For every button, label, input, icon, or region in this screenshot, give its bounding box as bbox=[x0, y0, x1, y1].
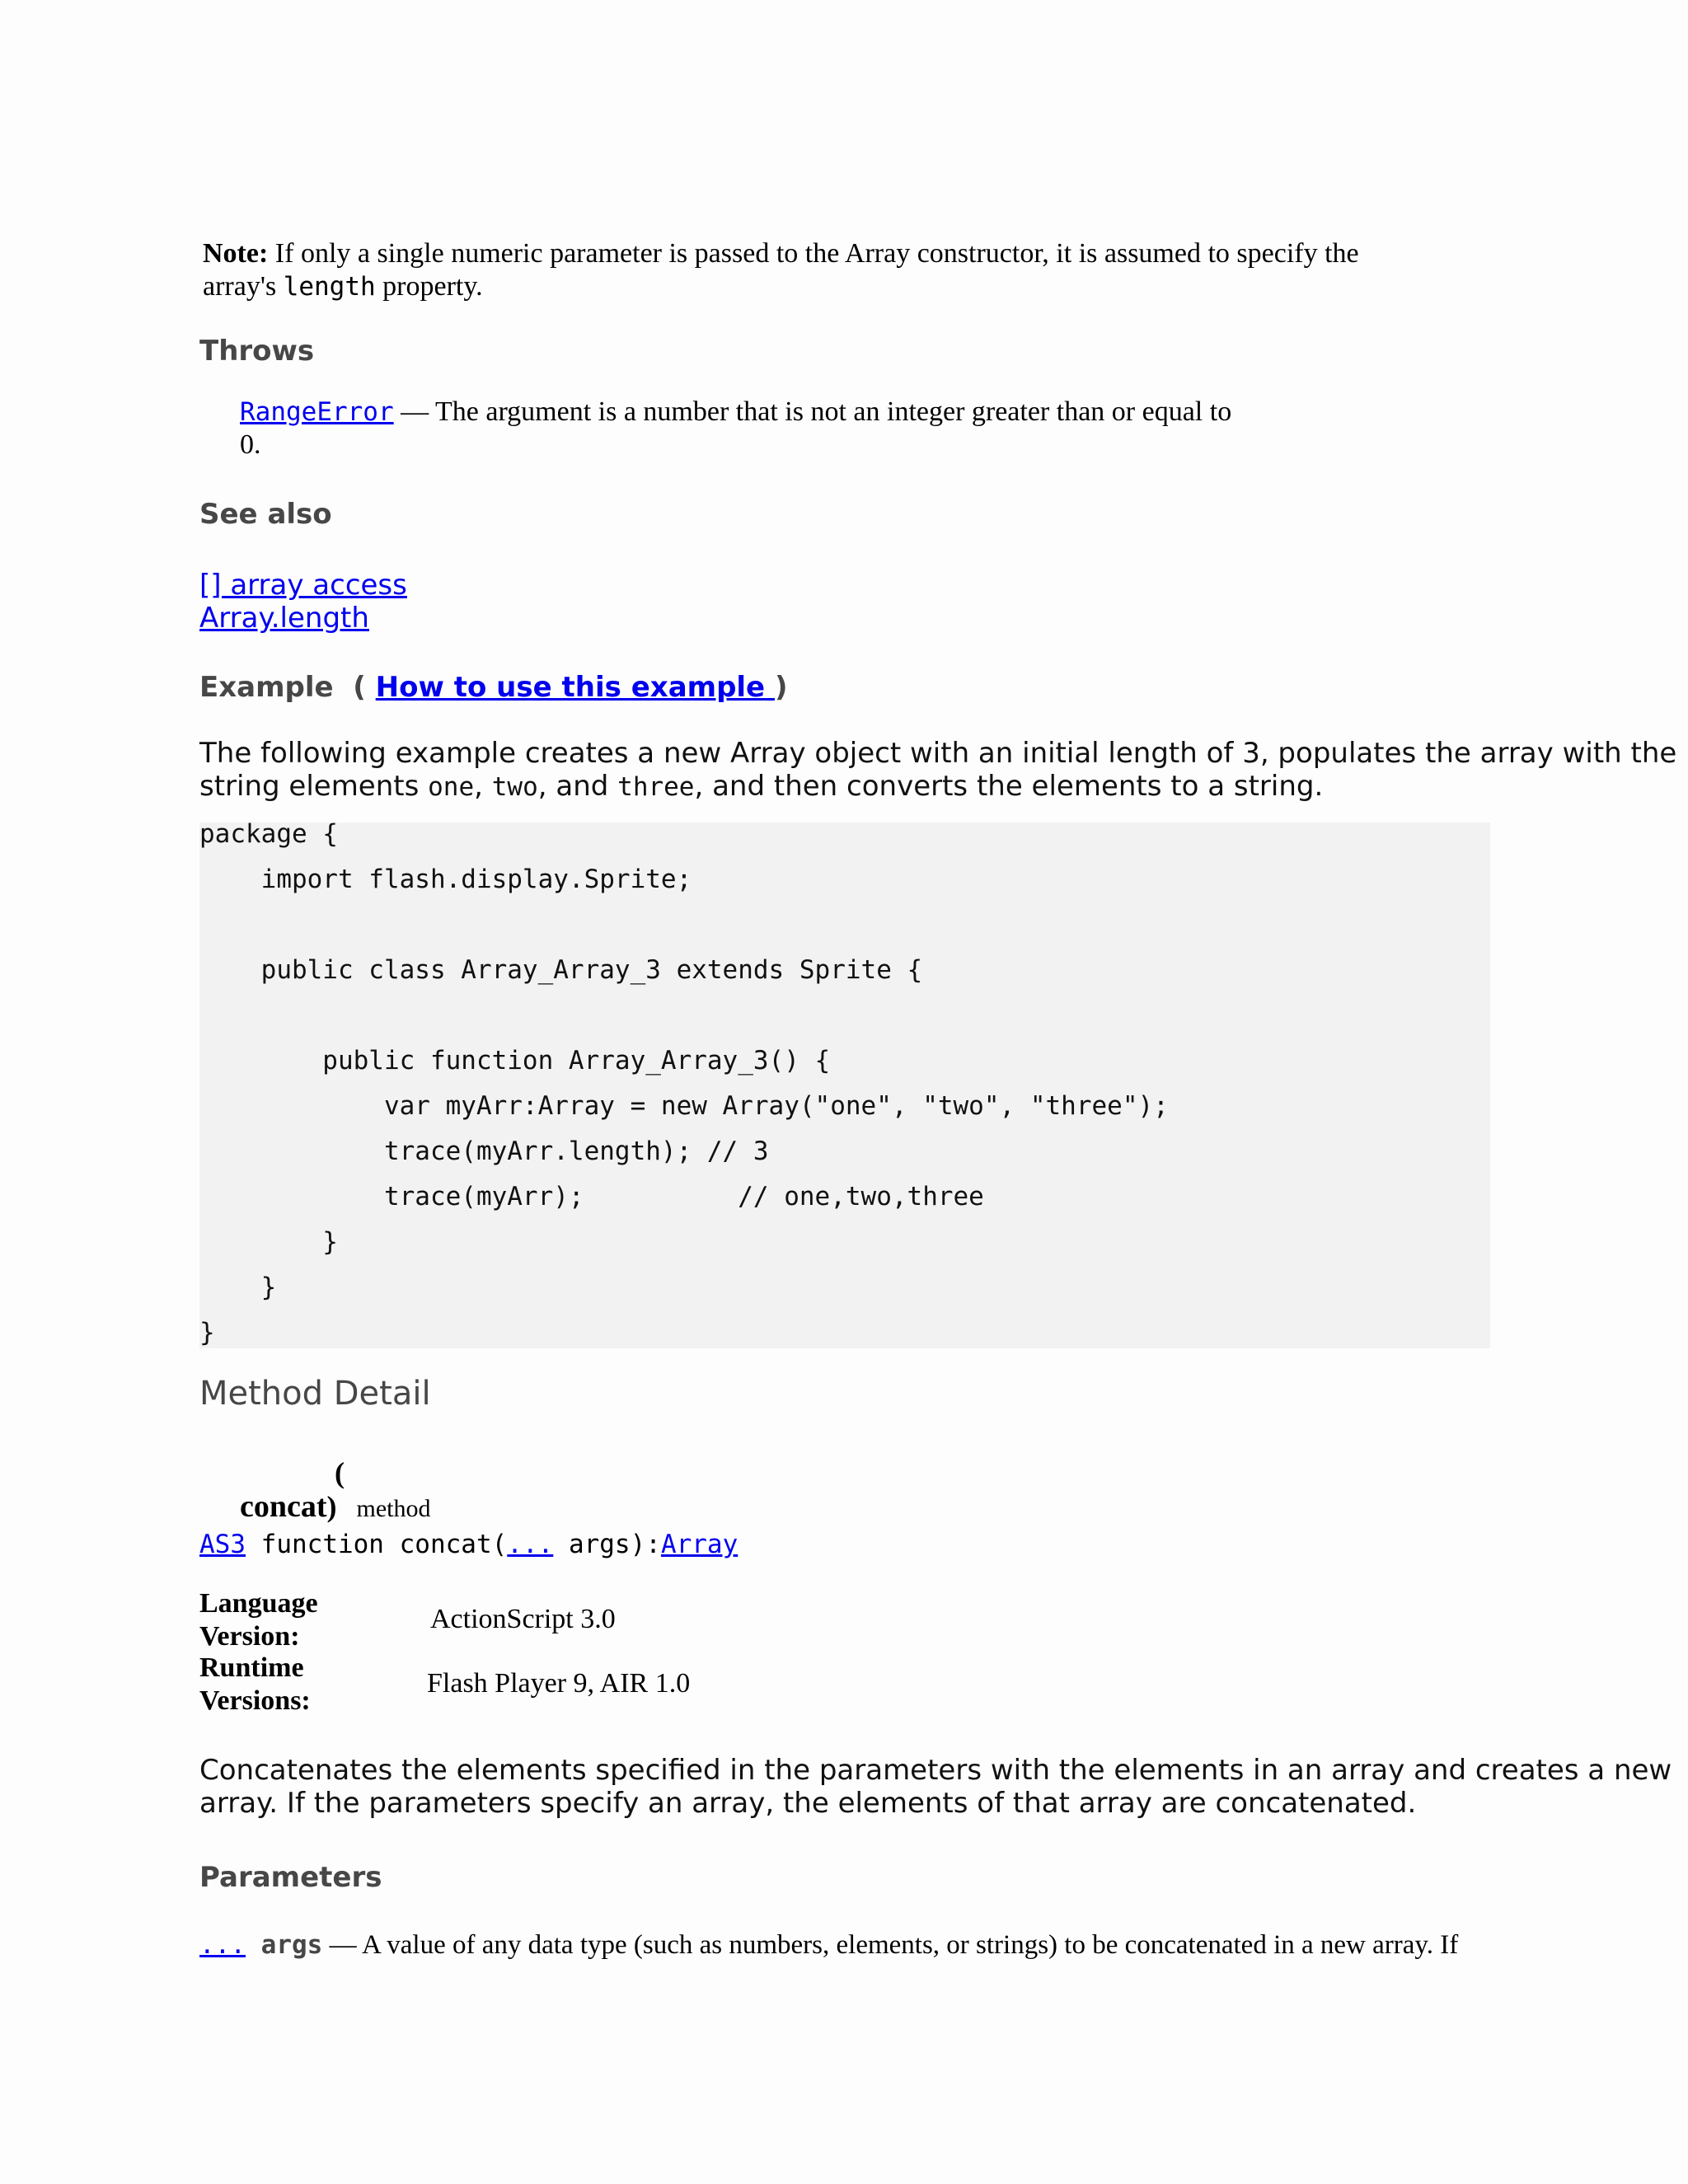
method-detail-heading: Method Detail bbox=[199, 1375, 431, 1413]
rest-param-link[interactable]: ... bbox=[507, 1530, 554, 1559]
code-line: public class Array_Array_3 extends Sprite { bbox=[199, 955, 923, 985]
code-line: } bbox=[199, 1227, 338, 1257]
note-paragraph bbox=[203, 237, 1359, 303]
array-type-link[interactable]: Array bbox=[660, 1530, 738, 1559]
how-to-use-example-link[interactable]: How to use this example bbox=[375, 671, 775, 704]
parameter-item bbox=[199, 1930, 1458, 1961]
code-line: var myArr:Array = new Array("one", "two", "three"); bbox=[199, 1091, 1169, 1121]
code-line: } bbox=[199, 1318, 215, 1347]
throws-heading: Throws bbox=[199, 335, 315, 368]
note-label: Note: bbox=[203, 238, 269, 269]
code-line: trace(myArr.length); // 3 bbox=[199, 1137, 769, 1166]
parameters-heading: Parameters bbox=[199, 1861, 382, 1894]
rangeerror-link[interactable]: RangeError bbox=[240, 397, 394, 427]
example-heading: Example ( How to use this example ) bbox=[199, 671, 788, 704]
see-also-heading: See also bbox=[199, 498, 332, 531]
throws-desc-2: 0. bbox=[240, 429, 261, 460]
code-line: trace(myArr); // one,two,three bbox=[199, 1182, 984, 1212]
method-tag: method bbox=[356, 1495, 431, 1522]
array-access-link[interactable]: [] array access bbox=[199, 569, 407, 602]
language-version-value: ActionScript 3.0 bbox=[430, 1604, 616, 1634]
example-description: The following example creates a new Array object with an initial length of 3, populates the array with the string elements one, two, and three, and then converts the elements to a string. bbox=[199, 737, 1677, 803]
note-line-1: Note: If only a single numeric parameter is passed to the Array constructor, it is assumed to specify the bbox=[203, 238, 1359, 269]
length-code: length bbox=[283, 272, 376, 302]
code-line: } bbox=[199, 1272, 277, 1302]
rest-args-link[interactable]: ... bbox=[199, 1930, 246, 1960]
throws-desc: — The argument is a number that is not an integer greater than or equal to bbox=[393, 396, 1232, 427]
code-line: import flash.display.Sprite; bbox=[199, 865, 692, 894]
runtime-versions-value: Flash Player 9, AIR 1.0 bbox=[427, 1668, 691, 1699]
code-one: one bbox=[428, 772, 475, 802]
code-three: three bbox=[617, 772, 695, 802]
method-paren-open: ( bbox=[335, 1456, 345, 1489]
note-line-2: array's length property. bbox=[203, 271, 483, 302]
code-block bbox=[199, 823, 1490, 1348]
code-two: two bbox=[491, 772, 538, 802]
runtime-versions-label: Runtime Versions: bbox=[199, 1652, 311, 1716]
method-title: concat) method bbox=[240, 1489, 431, 1524]
method-name: concat bbox=[240, 1489, 327, 1524]
language-version-label: Language Version: bbox=[199, 1588, 318, 1652]
method-signature: AS3 function concat(... args):Array bbox=[199, 1530, 738, 1559]
concat-description: Concatenates the elements specified in the parameters with the elements in an array and creates a new array. If the parameters specify an array, the elements of that array are concatenated. bbox=[199, 1754, 1672, 1820]
code-line: package { bbox=[199, 819, 338, 849]
args-desc: — A value of any data type (such as numbers, elements, or strings) to be concatenated in a new array. If bbox=[322, 1930, 1459, 1960]
throws-item bbox=[240, 396, 1231, 462]
args-name: args bbox=[246, 1930, 323, 1960]
as3-link[interactable]: AS3 bbox=[199, 1530, 246, 1559]
array-length-link[interactable]: Array.length bbox=[199, 602, 369, 635]
code-line: public function Array_Array_3() { bbox=[199, 1046, 831, 1076]
see-also-list bbox=[199, 569, 407, 635]
